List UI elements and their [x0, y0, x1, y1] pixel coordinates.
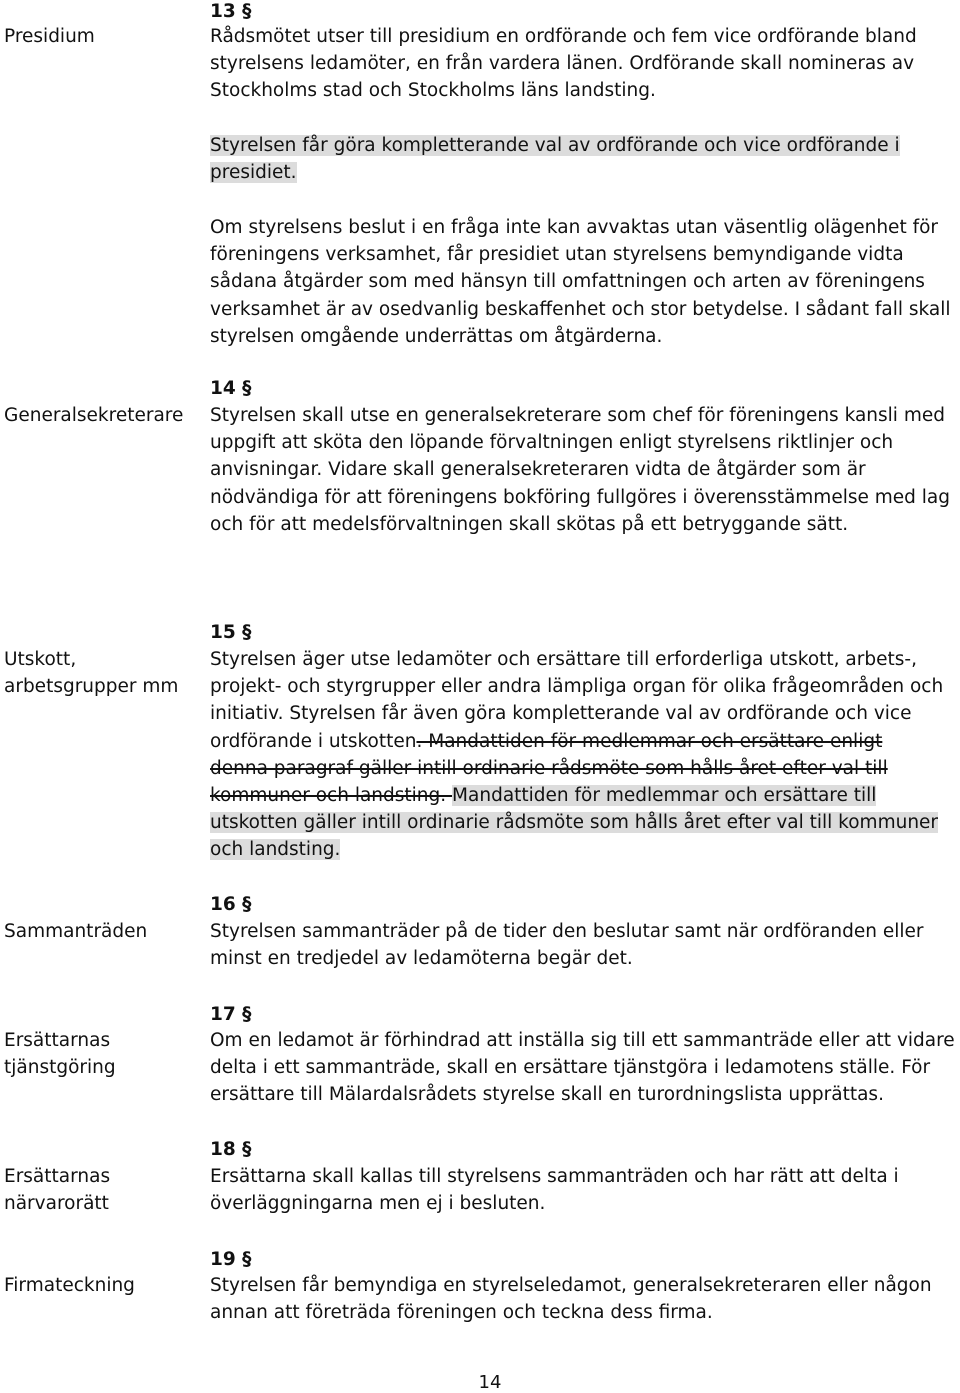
struck-text: kommuner och landsting. [210, 785, 453, 807]
text-line: Om styrelsens beslut i en fråga inte kan avvaktas utan väsentlig olägenhet för [210, 217, 939, 238]
text-line: ersättare till Mälardalsrådets styrelse skall en turordningslista upprättas. [210, 1084, 884, 1106]
text-line: Styrelsen sammanträder på de tider den beslutar samt när ordföranden eller [210, 921, 924, 942]
text-line: uppgift att sköta den löpande förvaltningen enligt styrelsens riktlinjer och [210, 432, 894, 454]
highlighted-text: utskotten gäller intill ordinarie rådsmöte som hålls året efter val till kommuner [210, 812, 939, 834]
text-segment: ordförande i utskotten [210, 730, 417, 752]
section-15-number: 15 § [210, 622, 252, 643]
page-number: 14 [478, 1372, 502, 1393]
label-line: närvarorätt [4, 1193, 109, 1214]
text-line: överläggningarna men ej i besluten. [210, 1193, 546, 1215]
highlighted-text: presidiet. [210, 162, 297, 184]
text-line: föreningens verksamhet, får presidiet utan styrelsens bemyndigande vidta [210, 244, 904, 266]
section-13-paragraph-2 [210, 132, 958, 186]
section-14-label: Generalsekreterare [4, 405, 184, 426]
text-line: Stockholms stad och Stockholms läns landsting. [210, 80, 656, 102]
label-line: arbetsgrupper mm [4, 676, 179, 697]
section-17-paragraph [210, 1027, 958, 1109]
section-16-number: 16 § [210, 894, 252, 915]
section-16-label: Sammanträden [4, 921, 148, 942]
section-16-paragraph [210, 918, 958, 972]
text-line: styrelsen omgående underrättas om åtgärderna. [210, 325, 663, 347]
section-19-paragraph [210, 1272, 958, 1326]
text-line: och för att medelsförvaltningen skall skötas på ett betryggande sätt. [210, 513, 849, 535]
section-13-paragraph-3 [210, 214, 958, 350]
text-line: Styrelsen äger utse ledamöter och ersättare till erforderliga utskott, arbets-, [210, 649, 917, 670]
text-line: nödvändiga för att föreningens bokföring fullgöres i överensstämmelse med lag [210, 486, 950, 508]
text-line: initiativ. Styrelsen får även göra kompletterande val av ordförande och vice [210, 703, 912, 725]
label-line: Utskott, [4, 649, 77, 670]
highlighted-text: Mandattiden för medlemmar och ersättare till [452, 785, 877, 807]
section-18-label [4, 1163, 110, 1217]
section-14-paragraph [210, 402, 958, 538]
section-14-number: 14 § [210, 378, 252, 399]
label-line: tjänstgöring [4, 1057, 116, 1078]
text-line: sådana åtgärder som med hänsyn till omfattningen och arten av föreningens [210, 271, 925, 293]
section-17-number: 17 § [210, 1004, 252, 1025]
text-line: delta i ett sammanträde, skall en ersättare tjänstgöra i ledamotens ställe. För [210, 1057, 931, 1079]
section-15-label [4, 646, 178, 700]
label-line: Ersättarnas [4, 1030, 111, 1051]
struck-text: denna paragraf gäller intill ordinarie rådsmöte som hålls året efter val till [210, 757, 888, 779]
text-line: Styrelsen skall utse en generalsekreterare som chef för föreningens kansli med [210, 405, 945, 426]
text-line: projekt- och styrgrupper eller andra lämpliga organ för olika frågeområden och [210, 676, 944, 698]
highlighted-text: och landsting. [210, 839, 341, 861]
text-line: Styrelsen får bemyndiga en styrelseledamot, generalsekreteraren eller någon [210, 1275, 932, 1296]
text-line: annan att företräda föreningen och teckna dess firma. [210, 1302, 713, 1324]
text-line: styrelsens ledamöter, en från vardera länen. Ordförande skall nomineras av [210, 53, 915, 75]
text-line: anvisningar. Vidare skall generalsekreteraren vidta de åtgärder som är [210, 459, 866, 481]
text-line: Om en ledamot är förhindrad att inställa sig till ett sammanträde eller att vidare [210, 1030, 955, 1051]
section-13-paragraph-1 [210, 23, 958, 105]
section-18-paragraph [210, 1163, 958, 1217]
section-18-number: 18 § [210, 1139, 252, 1160]
highlighted-text: Styrelsen får göra kompletterande val av ordförande och vice ordförande i [210, 135, 900, 156]
struck-text: . Mandattiden för medlemmar och ersättare enligt [416, 730, 883, 752]
label-line: Ersättarnas [4, 1166, 111, 1187]
section-17-label [4, 1027, 116, 1081]
text-line: minst en tredjedel av ledamöterna begär det. [210, 948, 633, 970]
section-13-number: 13 § [210, 1, 252, 22]
text-line: Ersättarna skall kallas till styrelsens sammanträden och har rätt att delta i [210, 1166, 899, 1187]
text-line: Rådsmötet utser till presidium en ordförande och fem vice ordförande bland [210, 26, 917, 47]
section-19-label: Firmateckning [4, 1275, 135, 1296]
section-19-number: 19 § [210, 1249, 252, 1270]
text-line: verksamhet är av osedvanlig beskaffenhet och stor betydelse. I sådant fall skall [210, 298, 951, 320]
section-13-label: Presidium [4, 26, 95, 47]
section-15-paragraph [210, 646, 958, 864]
